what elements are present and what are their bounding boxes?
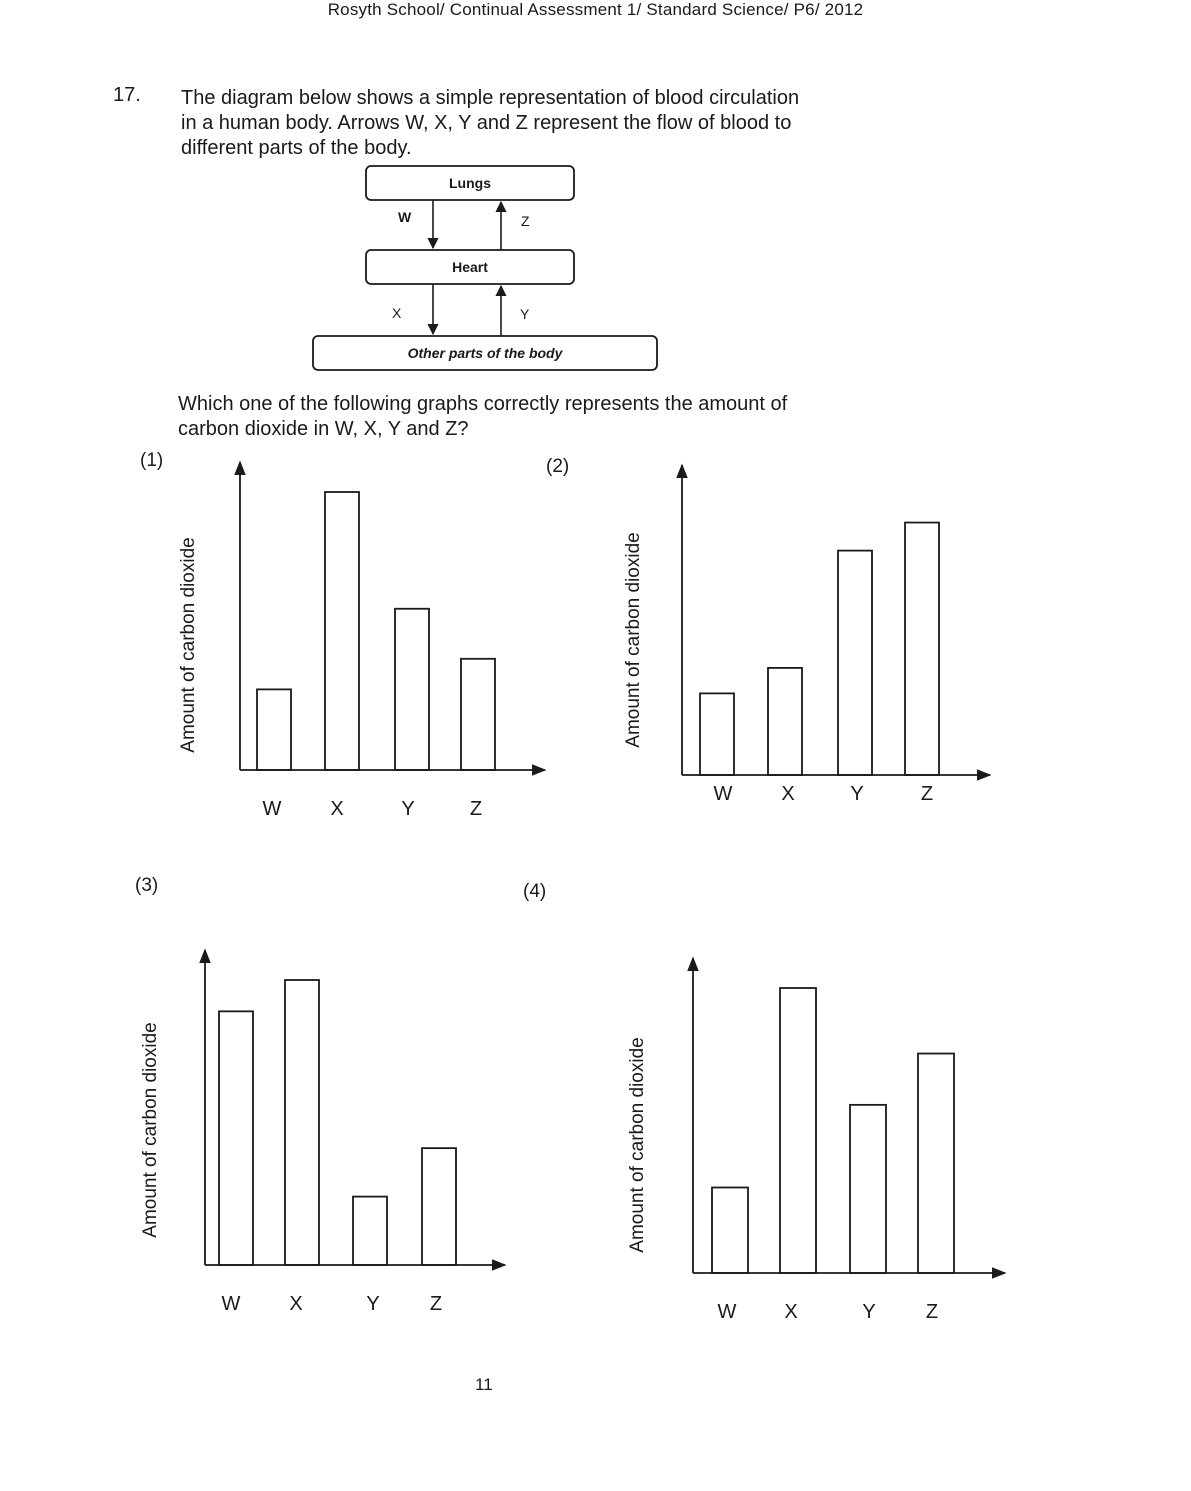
x-tick-label: Z	[429, 1293, 443, 1315]
question-prompt	[178, 392, 918, 442]
option-2-label: (2)	[546, 456, 570, 477]
bar-chart-option-1	[160, 450, 560, 830]
prompt-line: carbon dioxide in W, X, Y and Z?	[178, 418, 469, 440]
page-header: Rosyth School/ Continual Assessment 1/ Standard Science/ P6/ 2012	[327, 0, 864, 19]
arrow-w-label: W	[398, 209, 412, 225]
bar-z	[905, 523, 939, 775]
x-tick-label: X	[784, 1301, 798, 1323]
bar-y	[353, 1197, 387, 1265]
bar-z	[461, 659, 495, 770]
prompt-line: Which one of the following graphs correctly represents the amount of	[178, 393, 788, 415]
x-tick-label: W	[717, 1301, 737, 1323]
bar-w	[257, 689, 291, 770]
bar-x	[768, 668, 802, 775]
bar-y	[838, 551, 872, 775]
bar-y	[850, 1105, 886, 1273]
question-number: 17.	[113, 84, 141, 106]
x-tick-label: Y	[850, 783, 864, 805]
arrow-z-label: Z	[521, 213, 530, 229]
bar-w	[712, 1188, 748, 1274]
bar-y	[395, 609, 429, 770]
x-tick-label: Z	[920, 783, 934, 805]
question-line: in a human body. Arrows W, X, Y and Z represent the flow of blood to	[181, 112, 792, 134]
lungs-label: Lungs	[449, 175, 491, 191]
x-tick-label: Z	[469, 798, 483, 820]
x-tick-label: X	[289, 1293, 303, 1315]
bar-z	[918, 1054, 954, 1273]
bar-x	[325, 492, 359, 770]
x-tick-label: Y	[366, 1293, 380, 1315]
bar-w	[219, 1011, 253, 1265]
option-3-label: (3)	[135, 875, 159, 896]
y-axis-label: Amount of carbon dioxide	[627, 1037, 648, 1253]
bar-z	[422, 1148, 456, 1265]
arrow-y-label: Y	[520, 306, 530, 322]
x-tick-label: X	[330, 798, 344, 820]
bar-x	[285, 980, 319, 1265]
x-tick-label: W	[262, 798, 282, 820]
x-tick-label: Y	[401, 798, 415, 820]
question-line: different parts of the body.	[181, 137, 412, 159]
heart-label: Heart	[452, 259, 488, 275]
option-1-label: (1)	[140, 450, 164, 471]
y-axis-label: Amount of carbon dioxide	[140, 1022, 161, 1238]
bar-chart-option-2	[605, 455, 1005, 815]
question-text	[181, 86, 921, 161]
y-axis-label: Amount of carbon dioxide	[623, 532, 644, 748]
question-line: The diagram below shows a simple representation of blood circulation	[181, 87, 800, 109]
y-axis-label: Amount of carbon dioxide	[178, 537, 199, 753]
circulation-diagram	[300, 160, 670, 375]
other-parts-label: Other parts of the body	[407, 345, 563, 361]
bar-chart-option-4	[615, 950, 1015, 1335]
x-tick-label: W	[713, 783, 733, 805]
x-tick-label: Y	[862, 1301, 876, 1323]
bar-x	[780, 988, 816, 1273]
x-tick-label: W	[221, 1293, 241, 1315]
option-4-label: (4)	[523, 881, 547, 902]
bar-chart-option-3	[120, 940, 520, 1325]
arrow-x-label: X	[392, 305, 402, 321]
bar-w	[700, 693, 734, 775]
x-tick-label: Z	[925, 1301, 939, 1323]
page-number: 11	[475, 1375, 493, 1394]
x-tick-label: X	[781, 783, 795, 805]
